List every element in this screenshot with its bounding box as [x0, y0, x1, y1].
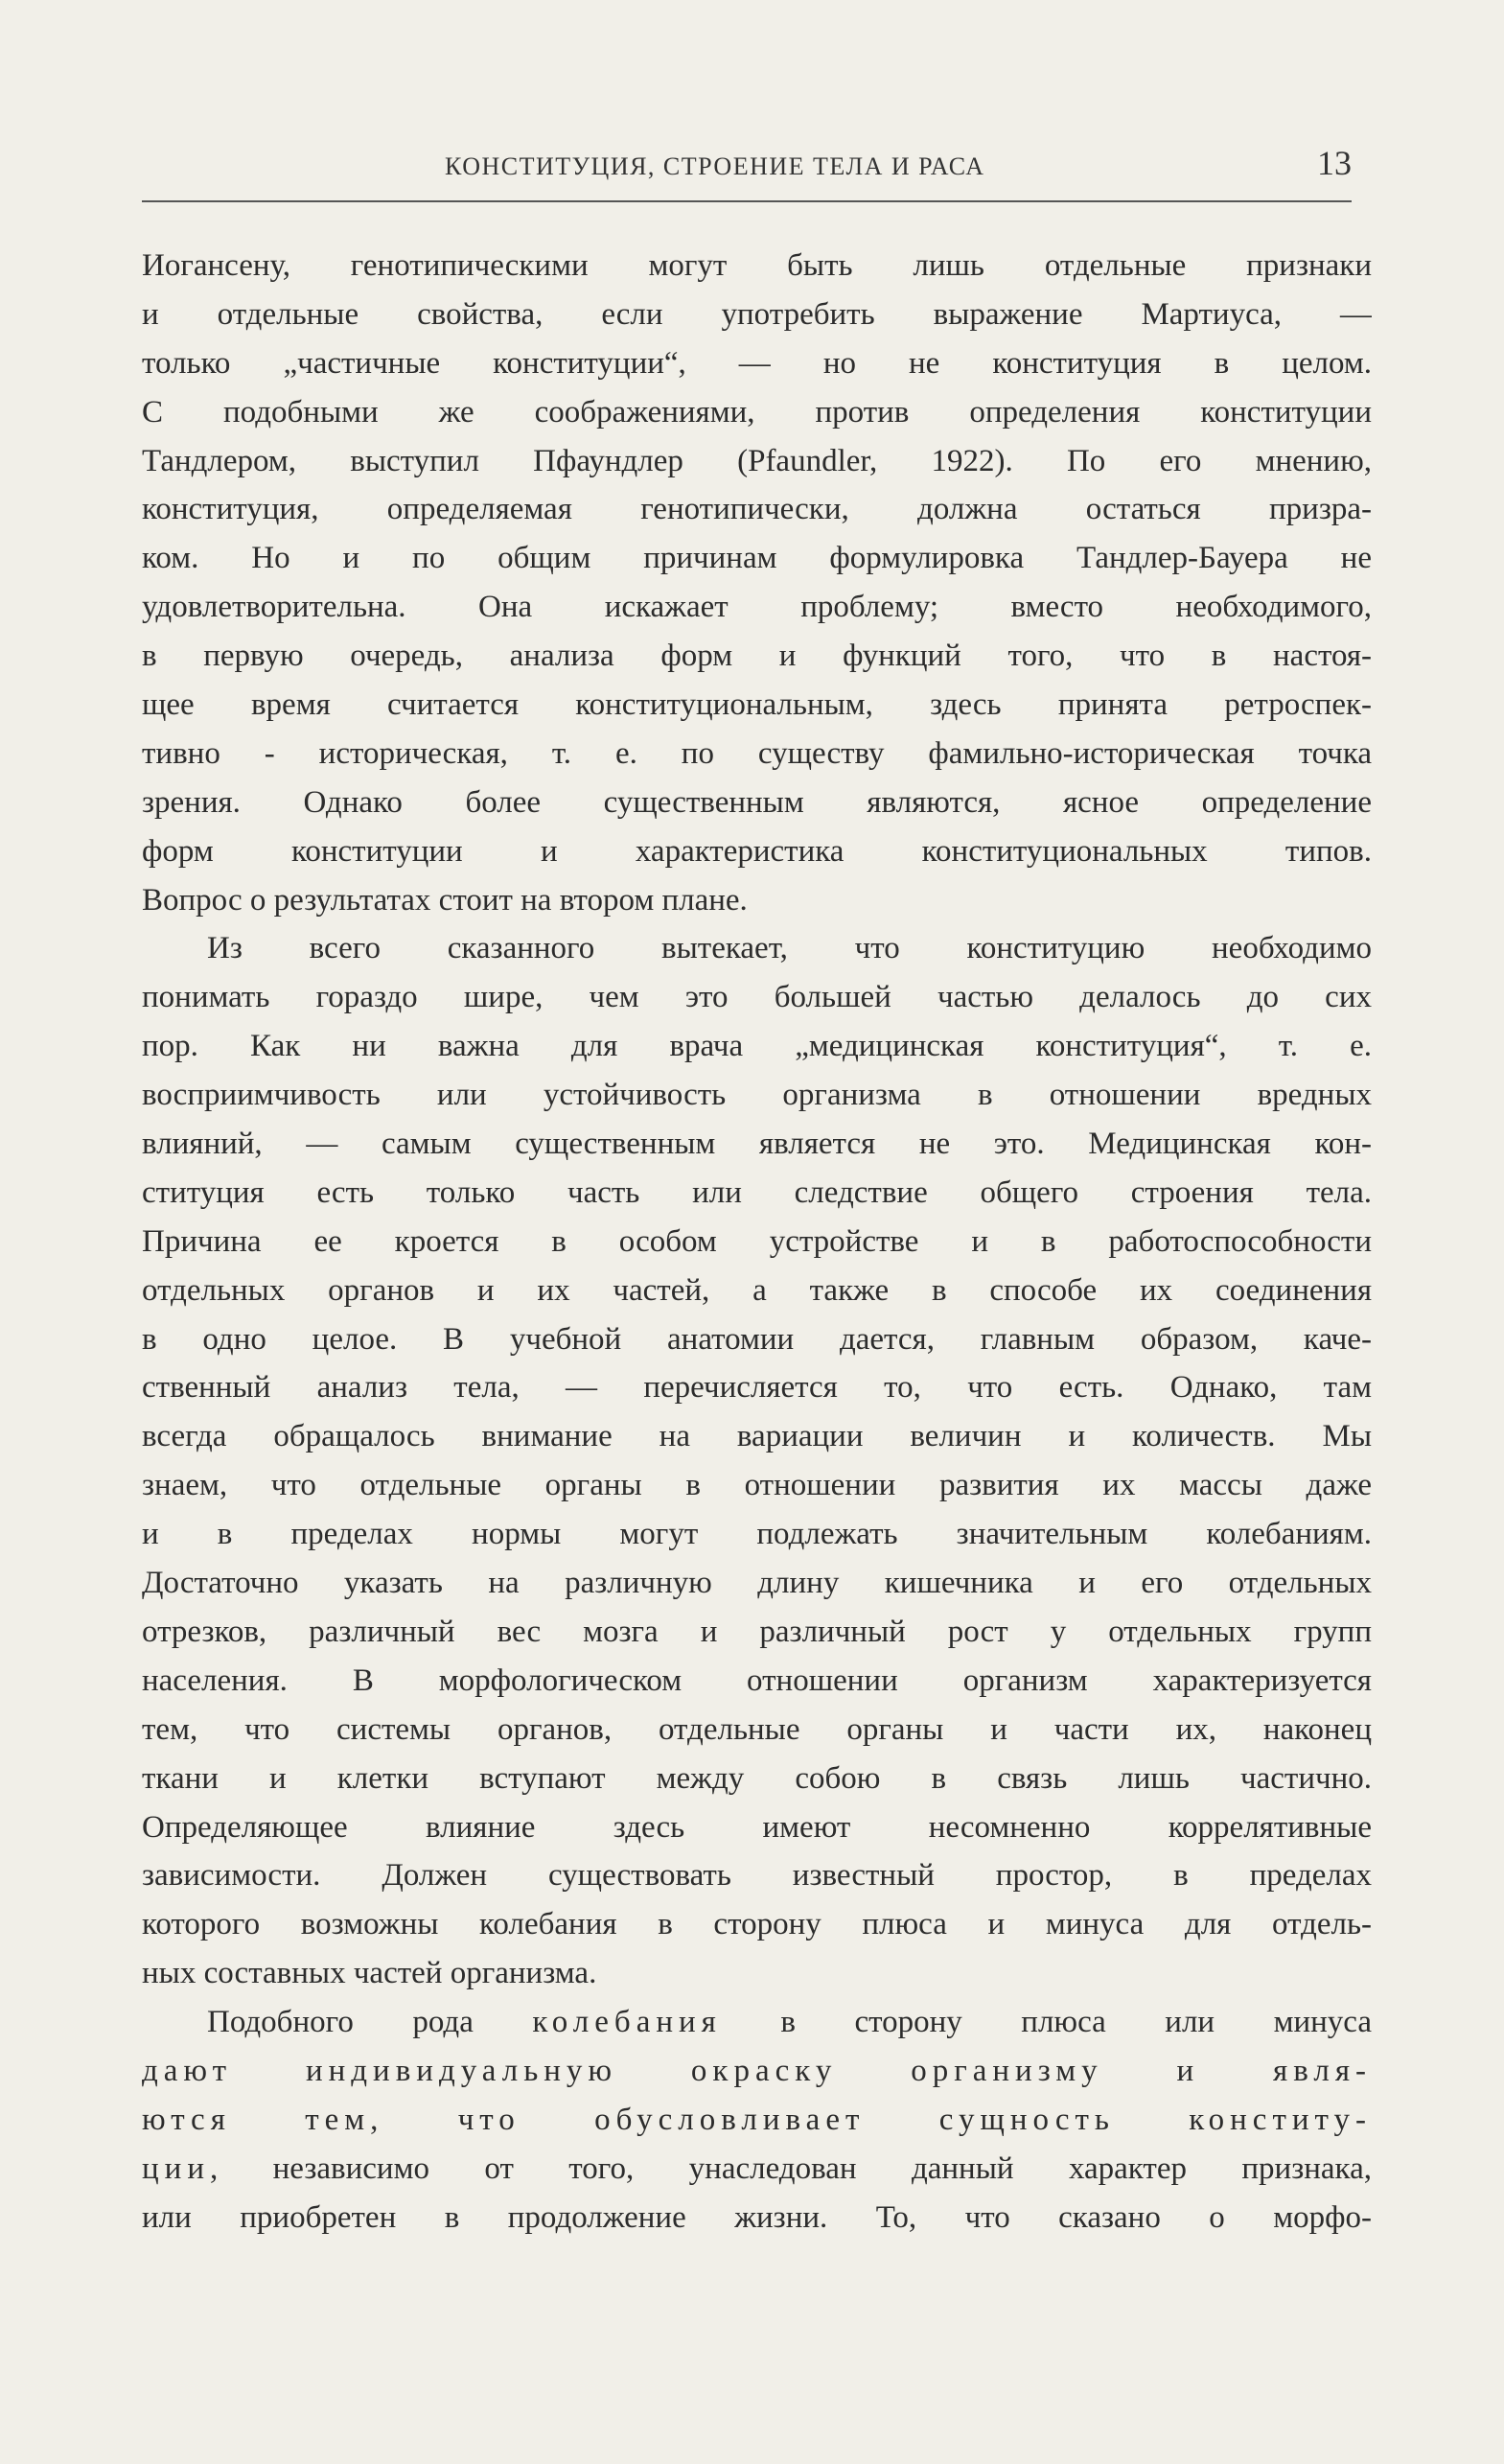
- emphasis-spaced: колебания: [532, 2005, 722, 2040]
- body-text: [142, 242, 1372, 2243]
- text-line: форм конституции и характеристика конституциональных типов.: [142, 833, 1372, 869]
- text-line: Причина ее кроется в особом устройстве и в работоспособности: [142, 1223, 1372, 1259]
- text-line: ных составных частей организма.: [142, 1956, 597, 1991]
- emphasis-spaced-line: дают индивидуальную окраску организму и явля-: [142, 2053, 1372, 2088]
- emphasis-spaced: сущность конститу-: [938, 2102, 1372, 2137]
- text-line: и отдельные свойства, если употребить выражение Мартиуса, —: [142, 296, 1372, 332]
- text-line: населения. В морфологическом отношении организм характеризуется: [142, 1662, 1372, 1698]
- text-line: ткани и клетки вступают между собою в связь лишь частично.: [142, 1760, 1372, 1796]
- running-head: КОНСТИТУЦИЯ, СТРОЕНИЕ ТЕЛА И РАСА: [445, 152, 985, 180]
- text-line: отрезков, различный вес мозга и различный рост у отдельных групп: [142, 1614, 1372, 1649]
- text-line: щее время считается конституциональным, здесь принята ретроспек-: [142, 687, 1372, 723]
- text-line: отдельных органов и их частей, а также в способе их соединения: [142, 1272, 1372, 1308]
- text-line: Определяющее влияние здесь имеют несомненно коррелятивные: [142, 1809, 1372, 1845]
- text-line: восприимчивость или устойчивость организма в отношении вредных: [142, 1078, 1372, 1113]
- text-line: Иогансену, генотипическими могут быть лишь отдельные признаки: [142, 248, 1372, 283]
- text-line: всегда обращалось внимание на вариации величин и количеств. Мы: [142, 1419, 1372, 1454]
- text-line: ком. Но и по общим причинам формулировка Тандлер-Бауера не: [142, 541, 1372, 576]
- text-line: зрения. Однако более существенным являются, ясное определение: [142, 784, 1372, 820]
- text-line: тивно - историческая, т. е. по существу фамильно-историческая точка: [142, 735, 1372, 771]
- text-run: Подобного рода: [207, 2005, 533, 2040]
- text-line: Достаточно указать на различную длину кишечника и его отдельных: [142, 1566, 1372, 1601]
- text-line: только „частичные конституции“, — но не конституция в целом.: [142, 345, 1372, 381]
- text-line: [142, 1998, 1372, 2047]
- text-run: в сторону плюса или минуса: [721, 2005, 1372, 2040]
- text-line: в одно целое. В учебной анатомии дается, главным образом, каче-: [142, 1321, 1372, 1357]
- text-line: удовлетворительна. Она искажает проблему; вместо необходимого,: [142, 590, 1372, 625]
- text-line: ституция есть только часть или следствие общего строения тела.: [142, 1174, 1372, 1210]
- page-number: 13: [1317, 144, 1352, 182]
- text-line: пор. Как ни важна для врача „медицинская конституция“, т. е.: [142, 1029, 1372, 1064]
- text-line: в первую очередь, анализа форм и функций того, что в настоя-: [142, 639, 1372, 674]
- text-run: , независимо от того, унаследован данный характер признака,: [209, 2150, 1372, 2186]
- emphasis-spaced: ются тем, что обусловливает: [142, 2102, 939, 2137]
- text-line: влияний, — самым существенным является не это. Медицинская кон-: [142, 1127, 1372, 1162]
- page-header: [142, 144, 1352, 202]
- text-line: Из всего сказанного вытекает, что конституцию необходимо: [207, 931, 1372, 966]
- text-line: или приобретен в продолжение жизни. То, что сказано о морфо-: [142, 2199, 1372, 2235]
- text-line: которого возможны колебания в сторону плюса и минуса для отдель-: [142, 1907, 1372, 1942]
- text-line: ственный анализ тела, — перечисляется то, что есть. Однако, там: [142, 1370, 1372, 1406]
- text-line: С подобными же соображениями, против определения конституции: [142, 394, 1372, 430]
- text-line: и в пределах нормы могут подлежать значительным колебаниям.: [142, 1517, 1372, 1552]
- text-line: знаем, что отдельные органы в отношении развития их массы даже: [142, 1468, 1372, 1503]
- text-line: тем, что системы органов, отдельные органы и части их, наконец: [142, 1711, 1372, 1747]
- text-line: [142, 2096, 1372, 2145]
- text-line: Тандлером, выступил Пфаундлер (Pfaundler, 1922). По его мнению,: [142, 443, 1372, 478]
- text-line: [142, 2145, 1372, 2194]
- text-line: зависимости. Должен существовать известный простор, в пределах: [142, 1858, 1372, 1894]
- text-line: конституция, определяемая генотипически, должна остаться призра-: [142, 492, 1372, 527]
- text-line: понимать гораздо шире, чем это большей частью делалось до сих: [142, 980, 1372, 1015]
- text-line: Вопрос о результатах стоит на втором плане.: [142, 882, 748, 918]
- emphasis-spaced: ции: [142, 2150, 210, 2186]
